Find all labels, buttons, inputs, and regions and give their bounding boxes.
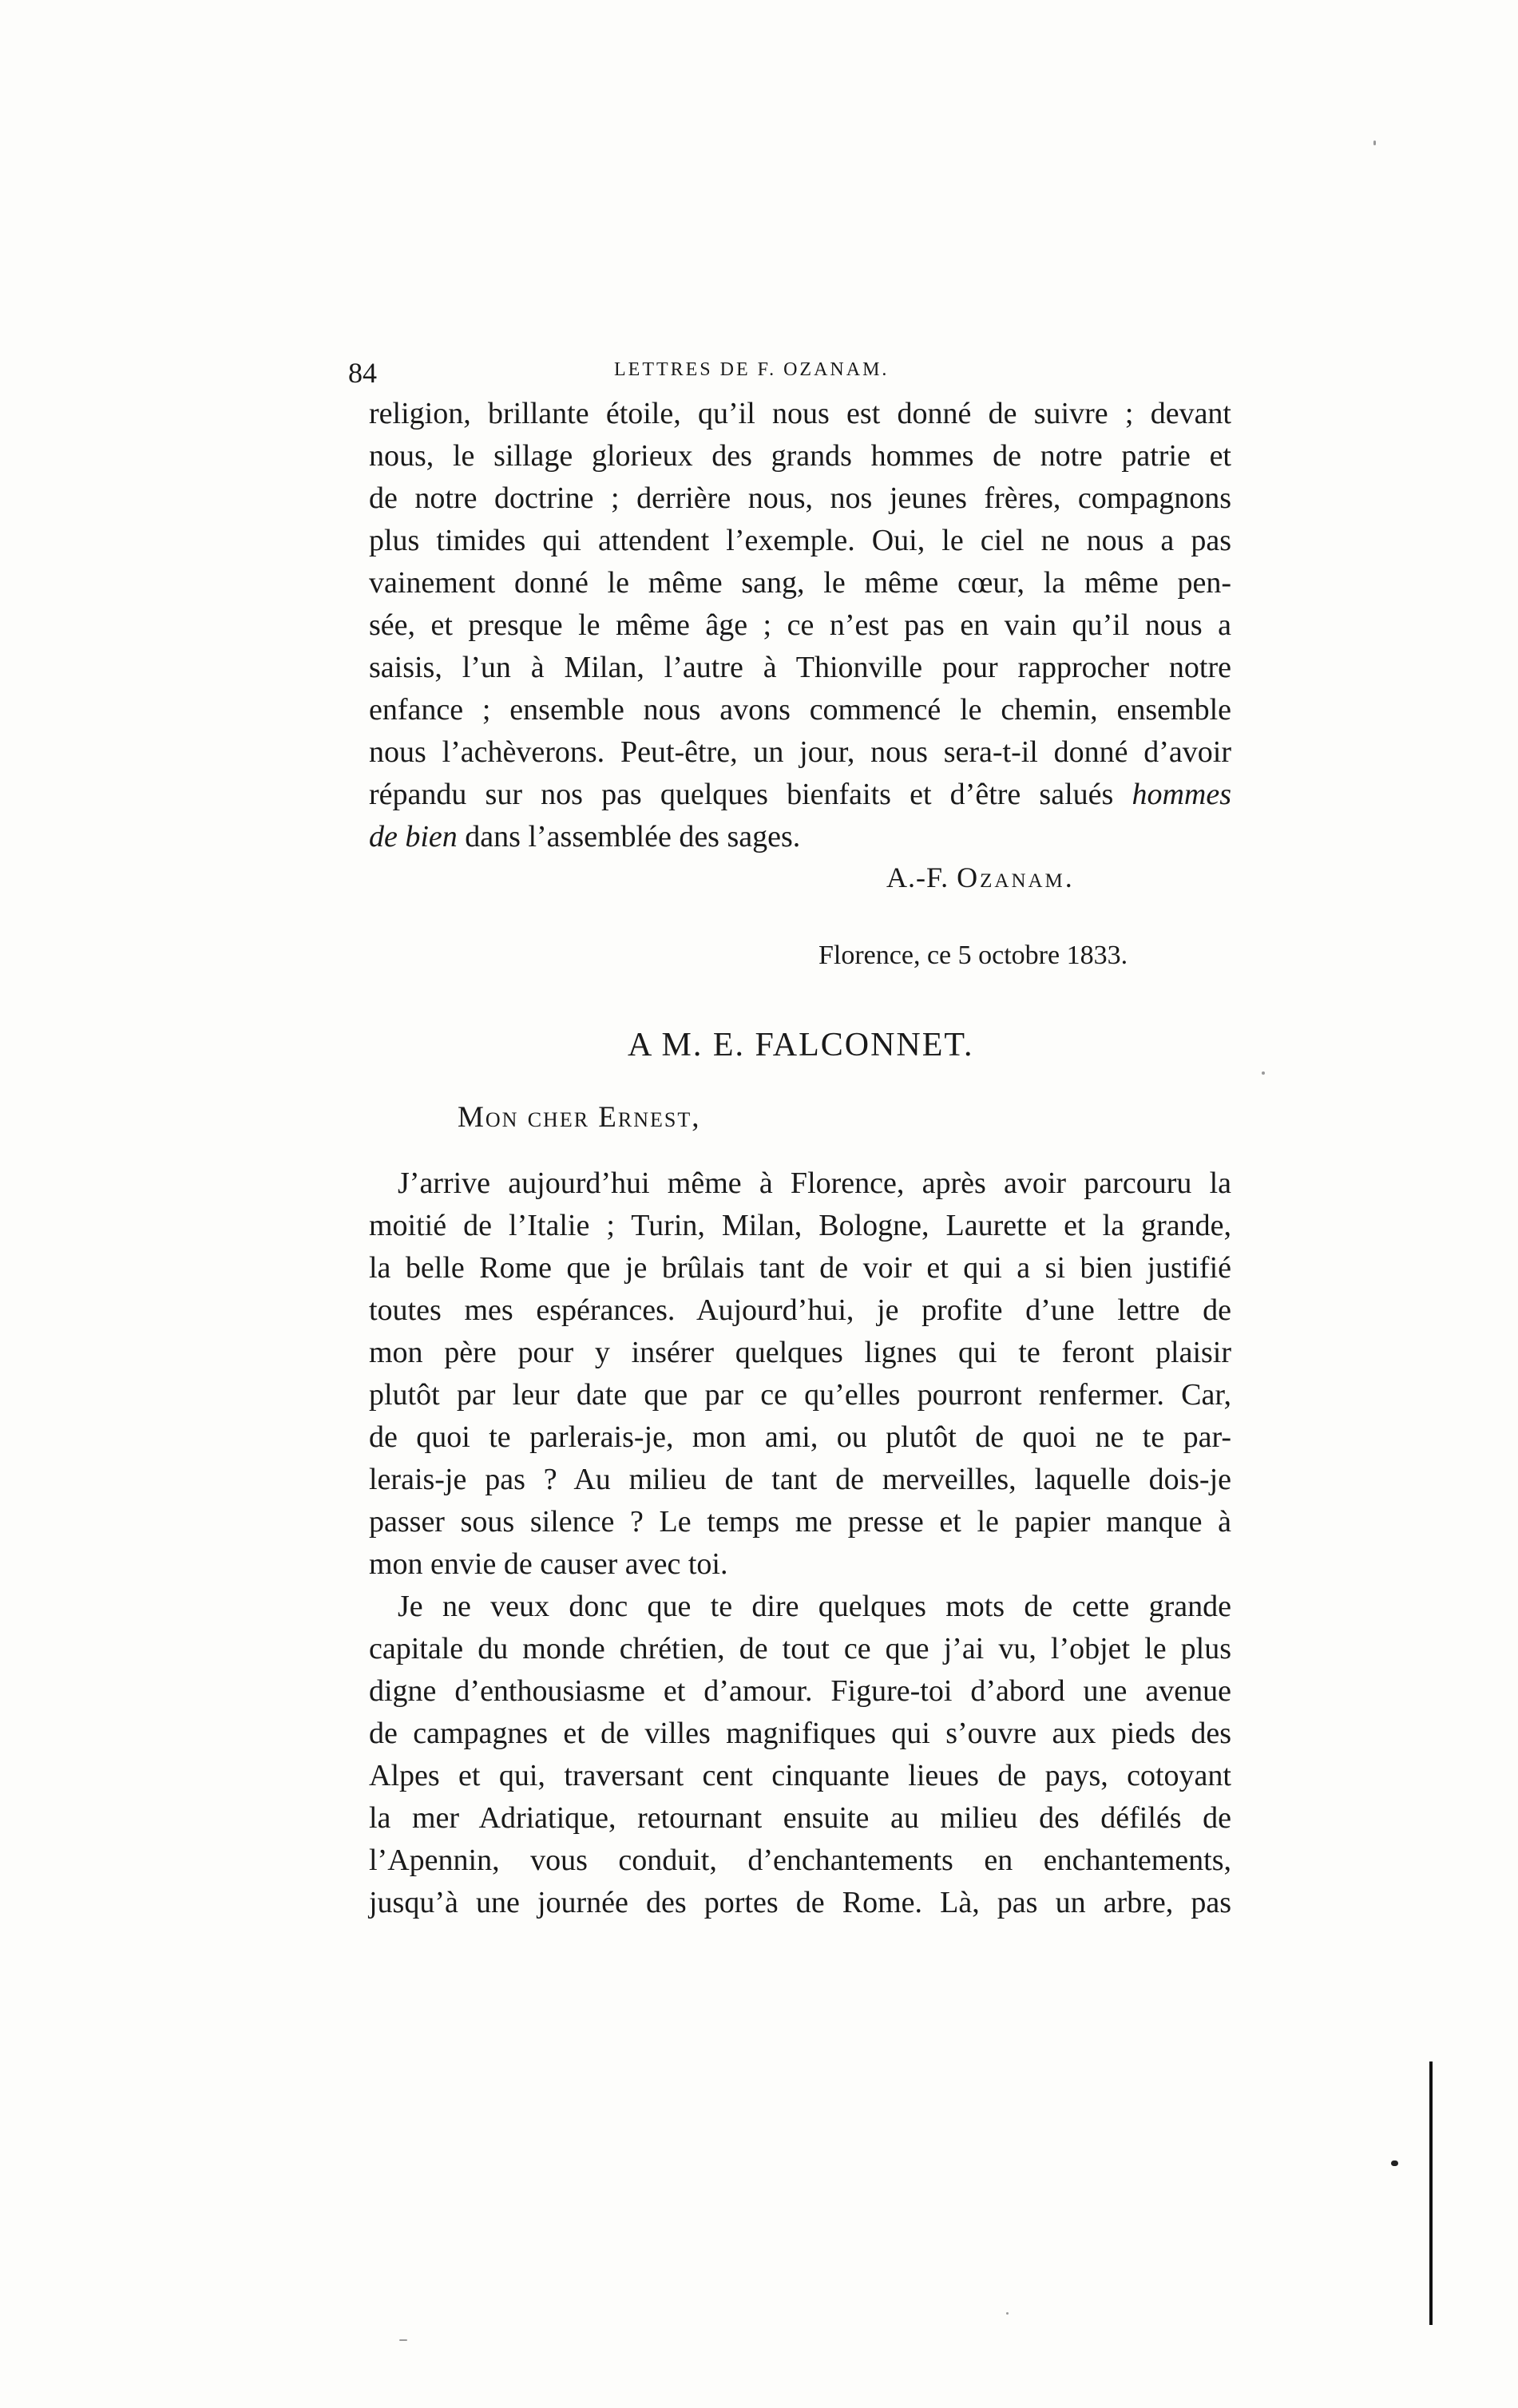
text-line: l’Apennin, vous conduit, d’enchantements en enchantements, [369,1844,1231,1877]
text-line-with-italics [369,816,1231,858]
paper-speck [1006,2312,1009,2315]
signature-surname: Ozanam. [957,861,1075,893]
text-line: vainement donné le même sang, le même cœur, la même pen- [369,566,1231,600]
text-line: plus timides qui attendent l’exemple. Oui, le ciel ne nous a pas [369,524,1231,557]
text-line: mon père pour y insérer quelques lignes qui te feront plaisir [369,1336,1231,1369]
text-line: la belle Rome que je brûlais tant de voir et qui a si bien justifié [369,1251,1231,1285]
text-line-with-italics [369,774,1231,816]
text-line: enfance ; ensemble nous avons commencé le chemin, ensemble [369,693,1231,727]
dateline: Florence, ce 5 octobre 1833. [818,941,1128,970]
letter-heading: A M. E. FALCONNET. [628,1027,974,1063]
second-passage-paragraph-2 [369,1586,1231,1924]
text-line: plutôt par leur date que par ce qu’elles pourront renfermer. Car, [369,1378,1231,1412]
second-passage-paragraph-1 [369,1162,1231,1586]
text-line: nous, le sillage glorieux des grands hommes de notre patrie et [369,439,1231,473]
text-line: capitale du monde chrétien, de tout ce que j’ai vu, l’objet le plus [369,1632,1231,1665]
text-line: sée, et presque le même âge ; ce n’est pas en vain qu’il nous a [369,608,1231,642]
text-line: de bien dans l’assemblée des sages. [369,820,801,853]
margin-rule [1429,2061,1433,2325]
salutation: Mon cher Ernest, [458,1101,701,1134]
first-passage [369,393,1231,858]
text-line: jusqu’à une journée des portes de Rome. Là, pas un arbre, pas [369,1886,1231,1919]
text-line: religion, brillante étoile, qu’il nous est donné de suivre ; devant [369,397,1231,430]
text-line: mon envie de causer avec toi. [369,1547,728,1581]
text-line: digne d’enthousiasme et d’amour. Figure-toi d’abord une avenue [369,1674,1231,1708]
text-line: nous l’achèverons. Peut-être, un jour, nous sera-t-il donné d’avoir [369,735,1231,769]
paper-speck [1373,141,1376,145]
italic-phrase: de bien [369,820,458,853]
signature-initials: A.-F. [886,861,949,893]
paper-speck [1262,1071,1265,1075]
text-line: passer sous silence ? Le temps me presse et le papier manque à [369,1505,1231,1539]
margin-ink-dot [1391,2160,1398,2166]
running-title: LETTRES DE F. OZANAM. [614,359,890,380]
text-line: de notre doctrine ; derrière nous, nos jeunes frères, compagnons [369,481,1231,515]
text-line: saisis, l’un à Milan, l’autre à Thionville pour rapprocher notre [369,651,1231,684]
paper-speck [399,2339,407,2341]
text-line: J’arrive aujourd’hui même à Florence, après avoir parcouru la [398,1166,1231,1200]
italic-phrase: hommes [1132,778,1231,811]
text-line: toutes mes espérances. Aujourd’hui, je profite d’une lettre de [369,1293,1231,1327]
text-line: de quoi te parlerais-je, mon ami, ou plutôt de quoi ne te par- [369,1420,1231,1454]
text-line: Alpes et qui, traversant cent cinquante lieues de pays, cotoyant [369,1759,1231,1792]
text-line: Je ne veux donc que te dire quelques mots de cette grande [398,1590,1231,1623]
text-line: répandu sur nos pas quelques bienfaits et d’être salués hommes [369,778,1231,811]
page-number: 84 [348,357,377,389]
text-line: de campagnes et de villes magnifiques qui s’ouvre aux pieds des [369,1717,1231,1750]
text-line: lerais-je pas ? Au milieu de tant de merveilles, laquelle dois-je [369,1463,1231,1496]
signature [886,861,1075,894]
text-line: moitié de l’Italie ; Turin, Milan, Bologne, Laurette et la grande, [369,1209,1231,1242]
text-line: la mer Adriatique, retournant ensuite au milieu des défilés de [369,1801,1231,1835]
